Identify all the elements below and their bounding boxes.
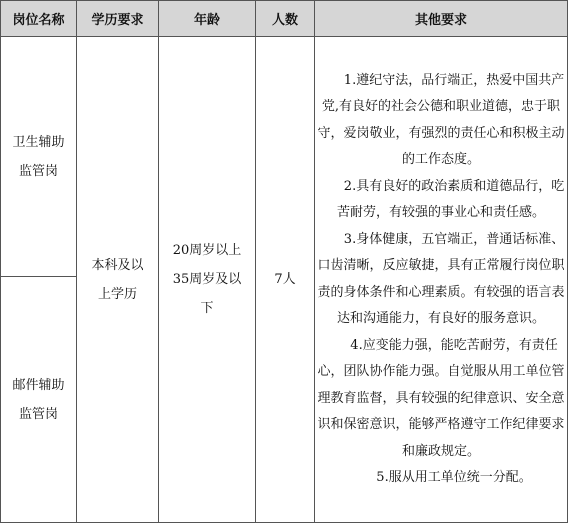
age-value: 20周岁以上35周岁及以下 — [172, 243, 242, 316]
education-cell — [77, 37, 159, 523]
table-row — [1, 37, 568, 277]
requirement-item: 1.遵纪守法，品行端正，热爱中国共产党,有良好的社会公德和职业道德，忠于职守，爱岗敬业，有强烈的责任心和积极主动的工作态度。 — [317, 72, 565, 167]
age-cell — [159, 37, 256, 523]
position-cell — [1, 277, 77, 523]
requirement-item: 2.具有良好的政治素质和道德品行，吃苦耐劳，有较强的事业心和责任感。 — [336, 178, 565, 220]
position-name: 卫生辅助监管岗 — [12, 134, 65, 179]
requirement-item: 3.身体健康，五官端正，普通话标准、口齿清晰，反应敏捷，具有正常履行岗位职责的身体条件和心理素质。有较强的语言表达和沟通能力，有良好的服务意识。 — [317, 231, 565, 326]
count-cell — [256, 37, 315, 523]
other-requirements-cell — [315, 37, 568, 523]
requirement-item: 5.服从用工单位统一分配。 — [376, 470, 532, 485]
header-count: 人数 — [256, 1, 315, 37]
header-other-requirements: 其他要求 — [315, 1, 568, 37]
position-cell — [1, 37, 77, 277]
header-row — [1, 1, 568, 37]
education-value: 本科及以上学历 — [91, 257, 144, 302]
position-name: 邮件辅助监管岗 — [12, 377, 65, 422]
header-age: 年龄 — [159, 1, 256, 37]
header-position: 岗位名称 — [1, 1, 77, 37]
count-value: 7人 — [274, 272, 296, 287]
header-education: 学历要求 — [77, 1, 159, 37]
requirement-item: 4.应变能力强，能吃苦耐劳，有责任心，团队协作能力强。自觉服从用工单位管理教育监督，具有较强的纪律意识、安全意识和保密意识，能够严格遵守工作纪律要求和廉政规定。 — [317, 337, 565, 459]
